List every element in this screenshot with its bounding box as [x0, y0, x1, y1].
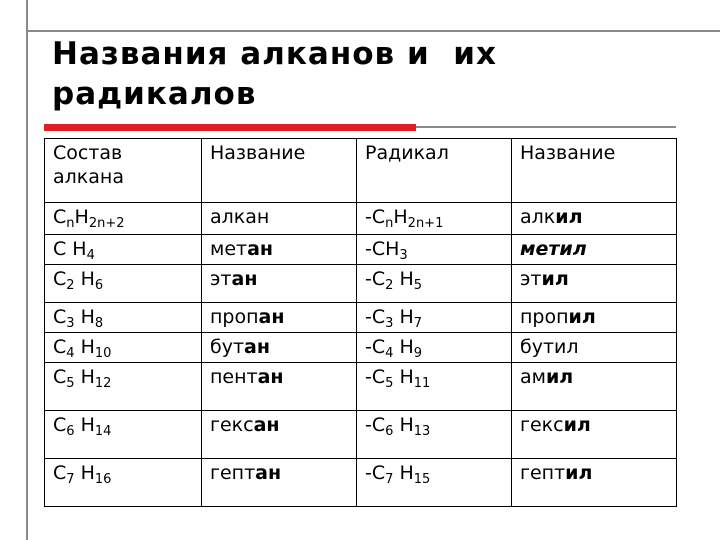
cell-name — [202, 235, 357, 265]
table-row — [45, 265, 677, 303]
cell-radical — [357, 459, 512, 507]
subscript: 2n+1 — [407, 216, 444, 231]
cell-radical-name — [512, 265, 677, 303]
table-row — [45, 203, 677, 235]
header-composition-line1: Состав — [53, 142, 123, 164]
cell-radical — [357, 363, 512, 411]
cell-name — [202, 411, 357, 459]
text-segment: -C — [365, 306, 386, 328]
cell-formula — [45, 333, 202, 363]
cell-radical — [357, 411, 512, 459]
text-segment: H — [74, 306, 95, 328]
text-segment: C — [53, 268, 67, 290]
cell-radical-name — [512, 459, 677, 507]
subscript: 2 — [385, 278, 394, 293]
text-segment: ил — [545, 366, 574, 388]
text-segment: C — [53, 462, 67, 484]
frame-left-line — [26, 0, 28, 540]
text-segment: C — [53, 366, 67, 388]
text-segment: C — [53, 336, 67, 358]
cell-radical-name — [512, 235, 677, 265]
subscript: 3 — [399, 248, 408, 263]
cell-radical-name — [512, 333, 677, 363]
subscript: 11 — [413, 376, 431, 391]
text-segment: H — [74, 414, 95, 436]
table-row — [45, 303, 677, 333]
text-segment: гекс — [210, 414, 254, 436]
subscript: 8 — [94, 316, 104, 331]
text-segment: алкан — [210, 206, 270, 228]
slide-title: Названия алканов и их радикалов — [52, 36, 497, 112]
cell-formula — [45, 303, 202, 333]
text-segment: ан — [255, 462, 282, 484]
header-radical: Радикал — [357, 139, 512, 203]
cell-radical — [357, 265, 512, 303]
subscript: 7 — [385, 472, 394, 487]
table-row — [45, 459, 677, 507]
subscript: 10 — [94, 346, 112, 361]
cell-name — [202, 459, 357, 507]
text-segment: эт — [210, 268, 232, 290]
text-segment: H — [393, 206, 408, 228]
text-segment: -CH — [365, 238, 400, 260]
cell-radical-name — [512, 363, 677, 411]
text-segment: бут — [210, 336, 245, 358]
text-segment: H — [74, 366, 95, 388]
cell-name — [202, 303, 357, 333]
cell-radical — [357, 333, 512, 363]
text-segment: C H — [53, 238, 87, 260]
cell-formula — [45, 235, 202, 265]
text-segment: H — [74, 268, 95, 290]
text-segment: бутил — [520, 336, 579, 358]
text-segment: H — [393, 462, 414, 484]
header-name: Название — [202, 139, 357, 203]
text-segment: ан — [247, 238, 274, 260]
text-segment: эт — [520, 268, 542, 290]
cell-formula — [45, 203, 202, 235]
subscript: n — [66, 216, 75, 231]
text-segment: H — [393, 366, 414, 388]
subscript: 7 — [413, 316, 423, 331]
subscript: 16 — [94, 472, 112, 487]
text-segment: пент — [210, 366, 258, 388]
header-composition — [45, 139, 202, 203]
subscript: 14 — [94, 424, 112, 439]
text-segment: H — [393, 336, 414, 358]
text-segment: ан — [257, 366, 284, 388]
table-row — [45, 333, 677, 363]
subscript: 2 — [66, 278, 75, 293]
subscript: 12 — [94, 376, 112, 391]
text-segment: ил — [565, 462, 593, 484]
cell-name — [202, 265, 357, 303]
cell-radical — [357, 303, 512, 333]
subscript: 2n+2 — [88, 216, 125, 231]
text-segment: -C — [365, 414, 386, 436]
text-segment: C — [53, 414, 67, 436]
subscript: 6 — [94, 278, 104, 293]
text-segment: проп — [520, 306, 569, 328]
text-segment: ил — [555, 206, 583, 228]
text-segment: -C — [365, 366, 386, 388]
text-segment: ил — [568, 306, 596, 328]
cell-formula — [45, 363, 202, 411]
cell-formula — [45, 265, 202, 303]
cell-name — [202, 203, 357, 235]
text-segment: H — [393, 414, 414, 436]
header-radical-name: Название — [512, 139, 677, 203]
subscript: 5 — [413, 278, 423, 293]
text-segment: ил — [541, 268, 569, 290]
cell-radical-name — [512, 303, 677, 333]
text-segment: ам — [520, 366, 546, 388]
table-row — [45, 363, 677, 411]
text-segment: H — [393, 306, 414, 328]
text-segment: -C — [365, 268, 386, 290]
text-segment: -C — [365, 462, 386, 484]
text-segment: гекс — [520, 414, 564, 436]
table-row — [45, 411, 677, 459]
text-segment: H — [74, 206, 89, 228]
cell-radical — [357, 203, 512, 235]
cell-radical-name — [512, 411, 677, 459]
table-row — [45, 235, 677, 265]
cell-name — [202, 363, 357, 411]
text-segment: гепт — [210, 462, 256, 484]
text-segment: H — [393, 268, 414, 290]
alkanes-table — [44, 138, 677, 507]
text-segment: ил — [563, 414, 591, 436]
text-segment: -C — [365, 336, 386, 358]
subscript: 6 — [385, 424, 394, 439]
subscript: 3 — [385, 316, 394, 331]
text-segment: алк — [520, 206, 556, 228]
subscript: 5 — [66, 376, 75, 391]
subscript: 6 — [66, 424, 75, 439]
text-segment: H — [74, 336, 95, 358]
subscript: 5 — [385, 376, 394, 391]
header-composition-line2: алкана — [53, 166, 124, 188]
subscript: n — [385, 216, 394, 231]
text-segment: проп — [210, 306, 259, 328]
text-segment: ан — [244, 336, 270, 358]
subscript: 9 — [413, 346, 423, 361]
text-segment: ан — [231, 268, 258, 290]
subscript: 15 — [413, 472, 431, 487]
cell-formula — [45, 411, 202, 459]
text-segment: C — [53, 206, 67, 228]
text-segment: гепт — [520, 462, 566, 484]
cell-name — [202, 333, 357, 363]
text-segment: -C — [365, 206, 386, 228]
text-segment: ан — [253, 414, 280, 436]
table-header-row — [45, 139, 677, 203]
subscript: 3 — [66, 316, 75, 331]
cell-radical-name — [512, 203, 677, 235]
text-segment: C — [53, 306, 67, 328]
cell-radical — [357, 235, 512, 265]
cell-formula — [45, 459, 202, 507]
subscript: 13 — [413, 424, 431, 439]
text-segment: метил — [520, 238, 587, 260]
text-segment: H — [74, 462, 95, 484]
subscript: 4 — [385, 346, 394, 361]
frame-top-line — [26, 30, 720, 32]
text-segment: ан — [258, 306, 285, 328]
text-segment: мет — [210, 238, 248, 260]
subscript: 7 — [66, 472, 75, 487]
subscript: 4 — [66, 346, 75, 361]
title-accent-bar — [44, 124, 416, 131]
subscript: 4 — [86, 248, 95, 263]
